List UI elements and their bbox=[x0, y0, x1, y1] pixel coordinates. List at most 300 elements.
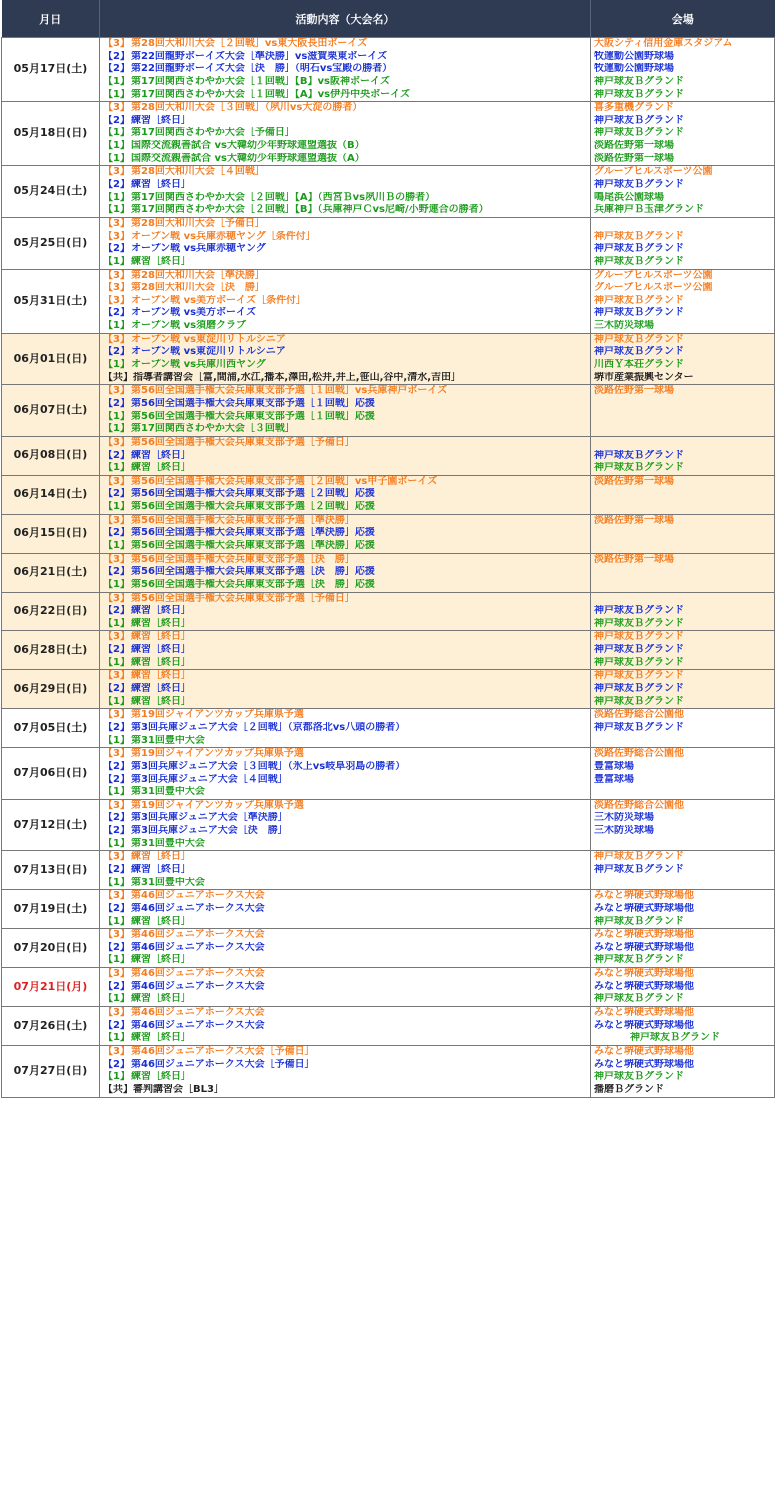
level-tag: 【3】 bbox=[103, 102, 130, 114]
activity-line bbox=[103, 1071, 587, 1084]
table-row bbox=[2, 38, 775, 102]
activity-line bbox=[103, 657, 587, 670]
activity-line bbox=[103, 476, 587, 489]
venue-line: 鳴尾浜公園球場 bbox=[594, 191, 664, 203]
activity-line bbox=[103, 1007, 587, 1020]
activity-text: 第22回龍野ボーイズ大会［決 勝］（明石vs宝殿の勝者） bbox=[131, 63, 393, 75]
activity-line bbox=[103, 411, 587, 424]
venue-line bbox=[594, 540, 771, 553]
activity-text: 第56回全国選手権大会兵庫東支部予選［決 勝］ bbox=[131, 553, 355, 565]
activity-line bbox=[103, 1059, 587, 1072]
level-tag: 【3】 bbox=[103, 1045, 130, 1057]
activity-line bbox=[103, 929, 587, 942]
activity-line bbox=[103, 423, 587, 436]
venue-cell bbox=[591, 269, 775, 333]
level-tag: 【3】 bbox=[103, 436, 130, 448]
venue-line: 三木防災球場 bbox=[594, 812, 654, 824]
level-tag: 【3】 bbox=[103, 929, 130, 941]
activity-line bbox=[103, 877, 587, 890]
date-cell: 05月18日(日) bbox=[2, 102, 100, 166]
level-tag: 【1】 bbox=[103, 915, 130, 927]
activity-cell bbox=[100, 1045, 591, 1097]
venue-line: 神戸球友Ｂグランド bbox=[594, 631, 684, 643]
venue-line: 神戸球友Ｂグランド bbox=[594, 656, 684, 668]
level-tag: 【1】 bbox=[103, 140, 130, 152]
activity-text: 第46回ジュニアホークス大会 bbox=[131, 1007, 265, 1019]
venue-line: 神戸球友Ｂグランド bbox=[594, 346, 684, 358]
date-cell: 05月25日(日) bbox=[2, 217, 100, 269]
date-cell: 06月14日(土) bbox=[2, 475, 100, 514]
venue-cell bbox=[591, 1007, 775, 1046]
venue-line: 淡路佐野第一球場 bbox=[594, 553, 674, 565]
activity-line bbox=[103, 644, 587, 657]
activity-line bbox=[103, 527, 587, 540]
table-row bbox=[2, 890, 775, 929]
activity-line bbox=[103, 761, 587, 774]
activity-cell bbox=[100, 592, 591, 631]
date-cell: 06月07日(土) bbox=[2, 385, 100, 437]
table-row bbox=[2, 799, 775, 851]
level-tag: 【2】 bbox=[103, 1058, 130, 1070]
level-tag: 【2】 bbox=[103, 50, 130, 62]
activity-line bbox=[103, 501, 587, 514]
venue-line: 神戸球友Ｂグランド bbox=[594, 605, 684, 617]
activity-line bbox=[103, 334, 587, 347]
level-tag: 【3】 bbox=[103, 748, 130, 760]
level-tag: 【1】 bbox=[103, 993, 130, 1005]
level-tag: 【3】 bbox=[103, 514, 130, 526]
activity-text: 国際交流親善試合 vs大韓幼少年野球連盟選抜（A） bbox=[131, 152, 365, 164]
venue-line: みなと堺硬式野球場他 bbox=[594, 1007, 694, 1019]
activity-text: 第3回兵庫ジュニア大会［決 勝］ bbox=[131, 825, 288, 837]
activity-cell bbox=[100, 799, 591, 851]
activity-text: 第28回大和川大会［準決勝］ bbox=[131, 269, 265, 281]
venue-line: 淡路佐野第一球場 bbox=[594, 140, 674, 152]
activity-text: 練習［終日］ bbox=[131, 993, 191, 1005]
activity-line bbox=[103, 1084, 587, 1097]
venue-line: 淡路佐野第一球場 bbox=[594, 475, 674, 487]
activity-line bbox=[103, 231, 587, 244]
level-tag: 【2】 bbox=[103, 346, 130, 358]
activity-text: 第28回大和川大会［決 勝］ bbox=[131, 282, 265, 294]
venue-line: 淡路佐野第一球場 bbox=[594, 514, 674, 526]
venue-line: 淡路佐野第一球場 bbox=[594, 385, 674, 397]
activity-line bbox=[103, 140, 587, 153]
level-tag: 【3】 bbox=[103, 799, 130, 811]
activity-line bbox=[103, 838, 587, 851]
venue-line: 大阪シティ信用金庫スタジアム bbox=[594, 38, 733, 49]
venue-line: 神戸球友Ｂグランド bbox=[594, 243, 684, 255]
activity-line bbox=[103, 282, 587, 295]
activity-line bbox=[103, 800, 587, 813]
venue-line bbox=[594, 579, 771, 592]
venue-cell bbox=[591, 968, 775, 1007]
level-tag: 【3】 bbox=[103, 968, 130, 980]
activity-text: 指導者講習会［富,間浦,水江,播本,澤田,松井,井上,笹山,谷中,清水,吉田］ bbox=[133, 371, 461, 383]
level-tag: 【3】 bbox=[103, 282, 130, 294]
venue-cell bbox=[591, 1045, 775, 1097]
activity-text: 第56回全国選手権大会兵庫東支部予選［１回戦］応援 bbox=[131, 410, 375, 422]
venue-line: 神戸球友Ｂグランド bbox=[594, 915, 684, 927]
activity-text: 練習［終日］ bbox=[131, 695, 191, 707]
level-tag: 【2】 bbox=[103, 488, 130, 500]
venue-line bbox=[594, 527, 771, 540]
venue-cell bbox=[591, 851, 775, 890]
venue-line: 神戸球友Ｂグランド bbox=[594, 75, 684, 87]
activity-line bbox=[103, 566, 587, 579]
table-row bbox=[2, 385, 775, 437]
date-cell: 06月01日(日) bbox=[2, 333, 100, 385]
activity-line bbox=[103, 488, 587, 501]
activity-cell bbox=[100, 38, 591, 102]
activity-line bbox=[103, 942, 587, 955]
venue-line: 神戸球友Ｂグランド bbox=[594, 617, 684, 629]
activity-text: オープン戦 vs兵庫赤穂ヤング［条件付］ bbox=[131, 230, 316, 242]
activity-text: 練習［終日］ bbox=[131, 114, 191, 126]
activity-line bbox=[103, 385, 587, 398]
activity-cell bbox=[100, 333, 591, 385]
date-cell: 07月21日(月) bbox=[2, 968, 100, 1007]
activity-text: 練習［終日］ bbox=[131, 462, 191, 474]
level-tag: 【3】 bbox=[103, 217, 130, 229]
activity-text: 第56回全国選手権大会兵庫東支部予選［予備日］ bbox=[131, 592, 355, 604]
venue-line: 神戸球友Ｂグランド bbox=[594, 1071, 684, 1083]
venue-line: 三木防災球場 bbox=[594, 825, 654, 837]
activity-cell bbox=[100, 514, 591, 553]
activity-text: 第28回大和川大会［予備日］ bbox=[131, 217, 265, 229]
date-cell: 06月28日(土) bbox=[2, 631, 100, 670]
level-tag: 【1】 bbox=[103, 501, 130, 513]
venue-line: 神戸球友Ｂグランド bbox=[594, 864, 684, 875]
activity-text: 練習［終日］ bbox=[131, 864, 191, 875]
activity-text: 第56回全国選手権大会兵庫東支部予選［２回戦］応援 bbox=[131, 488, 375, 500]
venue-cell bbox=[591, 38, 775, 102]
activity-line bbox=[103, 709, 587, 722]
activity-text: 練習［終日］ bbox=[131, 179, 191, 191]
venue-line: 神戸球友Ｂグランド bbox=[594, 683, 684, 695]
table-row bbox=[2, 968, 775, 1007]
header-venue: 会場 bbox=[591, 0, 775, 38]
venue-line: みなと堺硬式野球場他 bbox=[594, 902, 694, 914]
level-tag: 【3】 bbox=[103, 333, 130, 345]
venue-cell bbox=[591, 436, 775, 475]
date-cell: 05月24日(土) bbox=[2, 166, 100, 218]
activity-text: 練習［終日］ bbox=[131, 1071, 191, 1083]
venue-line: 神戸球友Ｂグランド bbox=[594, 88, 684, 100]
activity-text: 第31回豊中大会 bbox=[131, 786, 205, 798]
activity-line bbox=[103, 192, 587, 205]
activity-line bbox=[103, 179, 587, 192]
activity-line bbox=[103, 307, 587, 320]
venue-line: 三木防災球場 bbox=[594, 320, 654, 332]
activity-text: 第56回全国選手権大会兵庫東支部予選［予備日］ bbox=[131, 436, 355, 448]
activity-text: 第19回ジャイアンツカップ兵庫県予選 bbox=[131, 709, 304, 721]
activity-line bbox=[103, 218, 587, 231]
activity-text: 練習［終日］ bbox=[131, 954, 191, 966]
activity-text: 第31回豊中大会 bbox=[131, 876, 205, 888]
activity-text: オープン戦 vs東淀川リトルシニア bbox=[131, 346, 286, 358]
table-row bbox=[2, 217, 775, 269]
activity-cell bbox=[100, 166, 591, 218]
activity-text: オープン戦 vs兵庫川西ヤング bbox=[131, 359, 266, 371]
level-tag: 【2】 bbox=[103, 307, 130, 319]
venue-cell bbox=[591, 748, 775, 800]
venue-line bbox=[594, 488, 771, 501]
activity-text: 第17回関西さわやか大会［１回戦］【A】vs伊丹中央ボーイズ bbox=[131, 88, 411, 100]
venue-line bbox=[594, 218, 771, 231]
activity-text: 第46回ジュニアホークス大会 bbox=[131, 941, 265, 953]
level-tag: 【3】 bbox=[103, 166, 130, 178]
activity-line bbox=[103, 76, 587, 89]
activity-text: 第56回全国選手権大会兵庫東支部予選［決 勝］応援 bbox=[131, 578, 375, 590]
activity-text: オープン戦 vs美方ボーイズ［条件付］ bbox=[131, 294, 306, 306]
activity-text: 練習［終日］ bbox=[131, 255, 191, 267]
date-cell: 06月08日(日) bbox=[2, 436, 100, 475]
activity-line bbox=[103, 748, 587, 761]
venue-cell bbox=[591, 799, 775, 851]
level-tag: 【2】 bbox=[103, 243, 130, 255]
venue-line bbox=[594, 398, 771, 411]
venue-cell bbox=[591, 217, 775, 269]
activity-text: 第3回兵庫ジュニア大会［３回戦］（氷上vs岐阜羽島の勝者） bbox=[131, 760, 406, 772]
activity-line bbox=[103, 593, 587, 606]
activity-line bbox=[103, 605, 587, 618]
venue-line: みなと堺硬式野球場他 bbox=[594, 1045, 694, 1057]
activity-line bbox=[103, 540, 587, 553]
activity-line bbox=[103, 954, 587, 967]
venue-line bbox=[594, 877, 771, 890]
activity-text: 練習［終日］ bbox=[131, 1032, 191, 1044]
schedule-body bbox=[2, 38, 775, 1098]
level-tag: 【2】 bbox=[103, 980, 130, 992]
venue-line: 淡路佐野総合公園他 bbox=[594, 748, 684, 760]
level-tag: 【1】 bbox=[103, 152, 130, 164]
activity-text: 第56回全国選手権大会兵庫東支部予選［１回戦］vs兵庫神戸ボーイズ bbox=[131, 385, 448, 397]
venue-line: 川西Ｙ本荘グランド bbox=[594, 359, 684, 371]
activity-cell bbox=[100, 102, 591, 166]
table-row bbox=[2, 631, 775, 670]
activity-cell bbox=[100, 851, 591, 890]
activity-line bbox=[103, 450, 587, 463]
venue-line: グループヒルスポーツ公園 bbox=[594, 269, 713, 281]
venue-line bbox=[594, 735, 771, 748]
header-date: 月日 bbox=[2, 0, 100, 38]
level-tag: 【1】 bbox=[103, 954, 130, 966]
venue-line: 豊富球場 bbox=[594, 760, 634, 772]
activity-text: 練習［終日］ bbox=[131, 644, 191, 656]
activity-cell bbox=[100, 631, 591, 670]
level-tag: 【3】 bbox=[103, 294, 130, 306]
activity-line bbox=[103, 38, 587, 51]
activity-line bbox=[103, 916, 587, 929]
activity-line bbox=[103, 270, 587, 283]
venue-line: 神戸球友Ｂグランド bbox=[594, 954, 684, 966]
venue-cell bbox=[591, 475, 775, 514]
level-tag: 【2】 bbox=[103, 449, 130, 461]
activity-text: 第22回龍野ボーイズ大会［準決勝］vs滋賀栗東ボーイズ bbox=[131, 50, 388, 62]
venue-line: 兵庫神戸Ｂ玉津グランド bbox=[594, 204, 704, 216]
level-tag: 【1】 bbox=[103, 578, 130, 590]
level-tag: 【1】 bbox=[103, 191, 130, 203]
date-cell: 06月21日(土) bbox=[2, 553, 100, 592]
venue-line: みなと堺硬式野球場他 bbox=[594, 968, 694, 980]
venue-line: グループヒルスポーツ公園 bbox=[594, 166, 713, 178]
activity-text: 国際交流親善試合 vs大韓幼少年野球連盟選抜（B） bbox=[131, 140, 365, 152]
venue-line bbox=[594, 566, 771, 579]
venue-line: 淡路佐野第一球場 bbox=[594, 152, 674, 164]
level-tag: 【2】 bbox=[103, 825, 130, 837]
activity-line bbox=[103, 981, 587, 994]
activity-text: 練習［終日］ bbox=[131, 617, 191, 629]
venue-line: 牧運動公園野球場 bbox=[594, 50, 674, 62]
level-tag: 【1】 bbox=[103, 359, 130, 371]
venue-line: みなと堺硬式野球場他 bbox=[594, 1058, 694, 1070]
activity-text: 第31回豊中大会 bbox=[131, 734, 205, 746]
date-cell: 06月22日(日) bbox=[2, 592, 100, 631]
venue-cell bbox=[591, 670, 775, 709]
activity-text: オープン戦 vs東淀川リトルシニア bbox=[131, 333, 286, 345]
activity-text: 練習［終日］ bbox=[131, 605, 191, 617]
level-tag: 【1】 bbox=[103, 695, 130, 707]
activity-line bbox=[103, 825, 587, 838]
venue-line: 神戸球友Ｂグランド bbox=[594, 307, 684, 319]
header-row bbox=[2, 0, 775, 38]
activity-line bbox=[103, 696, 587, 709]
table-row bbox=[2, 102, 775, 166]
date-cell: 07月05日(土) bbox=[2, 709, 100, 748]
activity-text: 第28回大和川大会［３回戦］（夙川vs大淀の勝者） bbox=[131, 102, 363, 114]
activity-text: 第31回豊中大会 bbox=[131, 837, 205, 849]
activity-line bbox=[103, 295, 587, 308]
venue-cell bbox=[591, 553, 775, 592]
venue-cell bbox=[591, 102, 775, 166]
activity-line bbox=[103, 153, 587, 166]
level-tag: 【3】 bbox=[103, 1007, 130, 1019]
activity-text: 第46回ジュニアホークス大会［予備日］ bbox=[131, 1045, 315, 1057]
venue-line: グループヒルスポーツ公園 bbox=[594, 282, 713, 294]
level-tag: 【1】 bbox=[103, 410, 130, 422]
level-tag: 【共】 bbox=[103, 371, 133, 383]
activity-cell bbox=[100, 968, 591, 1007]
venue-cell bbox=[591, 592, 775, 631]
level-tag: 【3】 bbox=[103, 38, 130, 49]
activity-text: 第56回全国選手権大会兵庫東支部予選［準決勝］応援 bbox=[131, 527, 375, 539]
level-tag: 【2】 bbox=[103, 644, 130, 656]
table-row bbox=[2, 1045, 775, 1097]
venue-line: 神戸球友Ｂグランド bbox=[594, 255, 684, 267]
activity-line bbox=[103, 903, 587, 916]
activity-text: 第56回全国選手権大会兵庫東支部予選［準決勝］応援 bbox=[131, 539, 375, 551]
activity-cell bbox=[100, 269, 591, 333]
activity-text: 練習［終日］ bbox=[131, 915, 191, 927]
venue-line: 神戸球友Ｂグランド bbox=[594, 695, 684, 707]
level-tag: 【2】 bbox=[103, 812, 130, 824]
activity-line bbox=[103, 102, 587, 115]
activity-line bbox=[103, 256, 587, 269]
activity-text: 審判講習会［BL3］ bbox=[133, 1083, 224, 1095]
level-tag: 【3】 bbox=[103, 475, 130, 487]
activity-line bbox=[103, 683, 587, 696]
activity-text: オープン戦 vs須磨クラブ bbox=[131, 320, 247, 332]
activity-text: 第46回ジュニアホークス大会 bbox=[131, 929, 265, 941]
activity-line bbox=[103, 515, 587, 528]
level-tag: 【1】 bbox=[103, 734, 130, 746]
venue-line: 神戸球友Ｂグランド bbox=[594, 670, 684, 682]
date-cell: 07月20日(日) bbox=[2, 929, 100, 968]
venue-line: 神戸球友Ｂグランド bbox=[594, 449, 684, 461]
venue-line: 神戸球友Ｂグランド bbox=[594, 114, 684, 126]
venue-cell bbox=[591, 385, 775, 437]
venue-line: 豊富球場 bbox=[594, 773, 634, 785]
activity-text: 第56回全国選手権大会兵庫東支部予選［準決勝］ bbox=[131, 514, 355, 526]
table-row bbox=[2, 592, 775, 631]
activity-text: 第46回ジュニアホークス大会 bbox=[131, 968, 265, 980]
level-tag: 【3】 bbox=[103, 553, 130, 565]
activity-cell bbox=[100, 385, 591, 437]
level-tag: 【2】 bbox=[103, 527, 130, 539]
activity-line bbox=[103, 398, 587, 411]
activity-line bbox=[103, 735, 587, 748]
level-tag: 【1】 bbox=[103, 656, 130, 668]
activity-line bbox=[103, 618, 587, 631]
header-activity: 活動内容（大会名） bbox=[100, 0, 591, 38]
venue-line: みなと堺硬式野球場他 bbox=[594, 980, 694, 992]
level-tag: 【1】 bbox=[103, 786, 130, 798]
venue-line: 神戸球友Ｂグランド bbox=[594, 721, 684, 733]
activity-line bbox=[103, 670, 587, 683]
venue-line bbox=[594, 593, 771, 606]
activity-cell bbox=[100, 1007, 591, 1046]
activity-line bbox=[103, 89, 587, 102]
venue-line: みなと堺硬式野球場他 bbox=[594, 929, 694, 941]
venue-line: 牧運動公園野球場 bbox=[594, 63, 674, 75]
venue-line: みなと堺硬式野球場他 bbox=[594, 1019, 694, 1031]
activity-line bbox=[103, 166, 587, 179]
venue-line: 淡路佐野総合公園他 bbox=[594, 709, 684, 721]
level-tag: 【3】 bbox=[103, 592, 130, 604]
venue-line: 喜多重機グランド bbox=[594, 102, 674, 114]
venue-line bbox=[594, 501, 771, 514]
level-tag: 【2】 bbox=[103, 721, 130, 733]
activity-line bbox=[103, 1046, 587, 1059]
level-tag: 【2】 bbox=[103, 605, 130, 617]
level-tag: 【2】 bbox=[103, 864, 130, 875]
level-tag: 【2】 bbox=[103, 1019, 130, 1031]
activity-text: 第46回ジュニアホークス大会 bbox=[131, 1019, 265, 1031]
activity-line bbox=[103, 127, 587, 140]
level-tag: 【2】 bbox=[103, 941, 130, 953]
level-tag: 【1】 bbox=[103, 1071, 130, 1083]
level-tag: 【3】 bbox=[103, 851, 130, 863]
level-tag: 【1】 bbox=[103, 88, 130, 100]
activity-text: 第46回ジュニアホークス大会 bbox=[131, 980, 265, 992]
level-tag: 【1】 bbox=[103, 617, 130, 629]
venue-cell bbox=[591, 709, 775, 748]
activity-text: 第28回大和川大会［４回戦］ bbox=[131, 166, 265, 178]
table-row bbox=[2, 553, 775, 592]
venue-line: 神戸球友Ｂグランド bbox=[594, 644, 684, 656]
level-tag: 【1】 bbox=[103, 204, 130, 216]
venue-line: 神戸球友Ｂグランド bbox=[594, 179, 684, 191]
activity-line bbox=[103, 243, 587, 256]
venue-cell bbox=[591, 514, 775, 553]
level-tag: 【1】 bbox=[103, 539, 130, 551]
activity-cell bbox=[100, 748, 591, 800]
level-tag: 【1】 bbox=[103, 876, 130, 888]
venue-line: 堺市産業振興センター bbox=[594, 371, 694, 383]
venue-line: 神戸球友Ｂグランド bbox=[594, 230, 684, 242]
venue-line: 神戸球友Ｂグランド bbox=[594, 294, 684, 306]
